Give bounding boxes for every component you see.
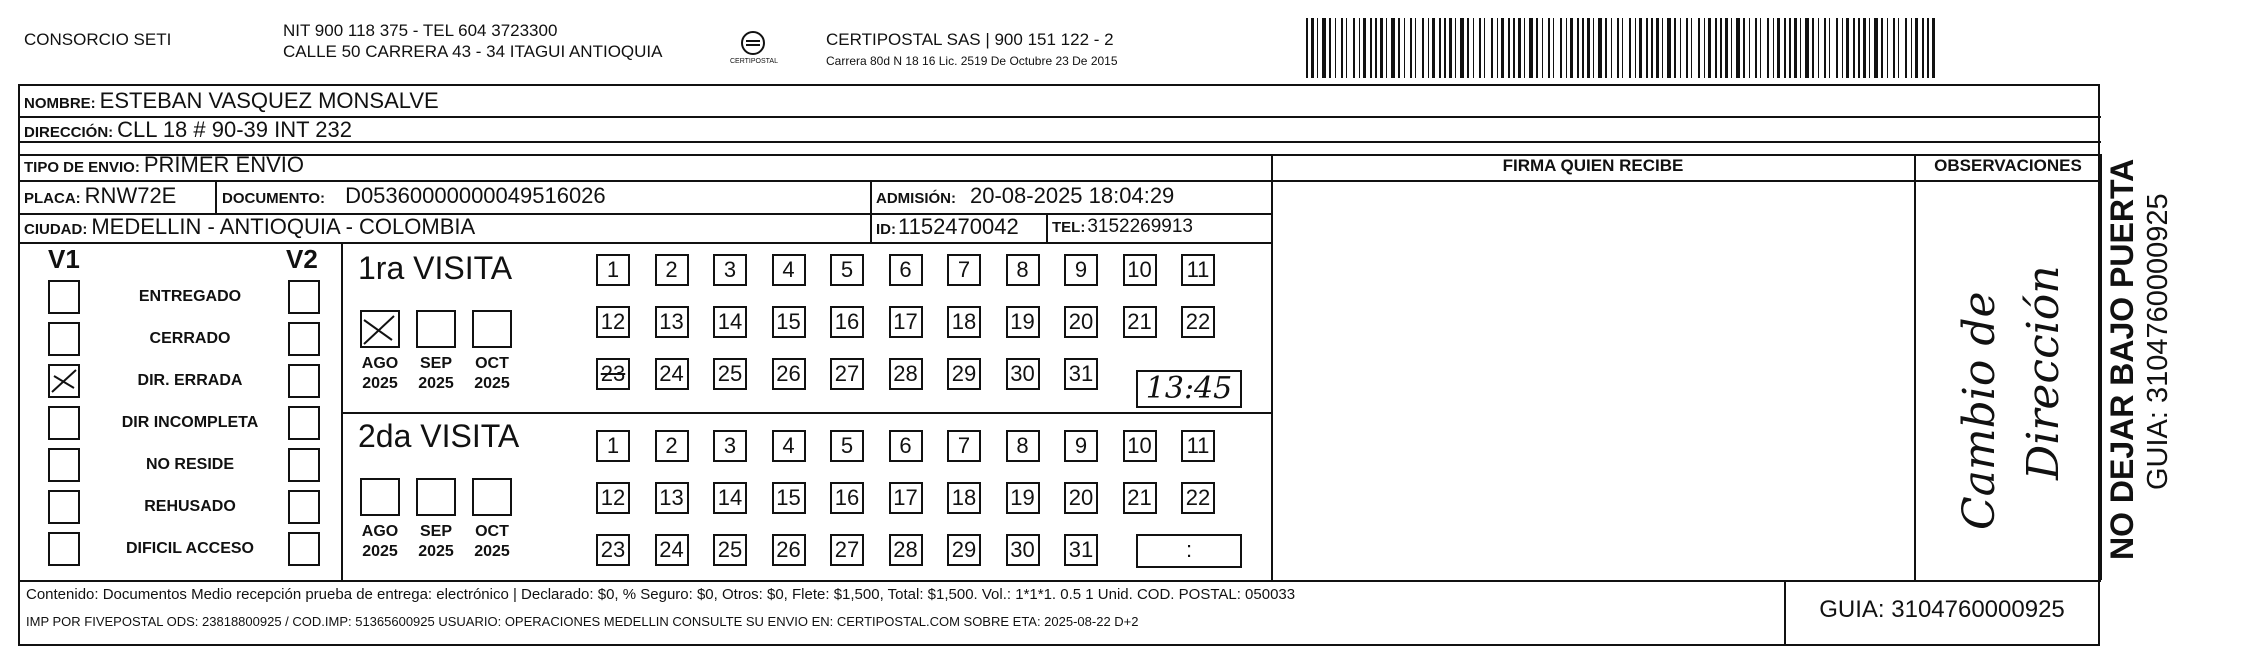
day-box[interactable]: 22: [1181, 306, 1215, 338]
month-checkbox[interactable]: [360, 478, 400, 516]
barcode-bar: [1898, 18, 1899, 78]
month-label: [352, 354, 408, 394]
barcode-bar: [1473, 18, 1474, 78]
barcode-bar: [1329, 18, 1331, 78]
barcode-bar: [1548, 18, 1550, 78]
month-label: [464, 522, 520, 562]
certipostal-logo: [730, 28, 776, 68]
barcode-bar: [1656, 18, 1659, 78]
id-label: ID:: [876, 221, 896, 238]
barcode-bar: [1836, 18, 1838, 78]
day-box[interactable]: 25: [713, 358, 747, 390]
barcode-bar: [1375, 18, 1377, 78]
barcode-bar: [1635, 18, 1636, 78]
v2-checkbox[interactable]: [288, 490, 320, 524]
tipo-value: PRIMER ENVIO: [143, 152, 304, 177]
barcode: [1306, 18, 1940, 78]
observation-note-2: Dirección: [2018, 265, 2069, 480]
barcode-bar: [1858, 18, 1860, 78]
barcode-bar: [1359, 18, 1360, 78]
ciudad-label: CIUDAD:: [24, 221, 88, 238]
barcode-bar: [1905, 18, 1907, 78]
documento-value: D05360000000049516026: [345, 183, 606, 208]
v2-label: V2: [286, 244, 318, 274]
day-box[interactable]: 6: [889, 254, 923, 286]
day-box[interactable]: 12: [596, 482, 630, 514]
day-box[interactable]: 2: [655, 254, 689, 286]
barcode-bar: [1582, 18, 1584, 78]
second-visit-heading: 2da VISITA: [358, 418, 520, 454]
barcode-bar: [1736, 18, 1740, 78]
check-mark-icon: [362, 312, 398, 346]
barcode-bar: [1341, 18, 1343, 78]
barcode-bar: [1662, 18, 1663, 78]
barcode-bar: [1708, 18, 1711, 78]
month-name: AGO: [361, 523, 399, 540]
barcode-bar: [1773, 18, 1774, 78]
barcode-bar: [1587, 18, 1590, 78]
divider: [341, 242, 343, 580]
barcode-bar: [1518, 18, 1521, 78]
id-value: 1152470042: [898, 214, 1019, 239]
barcode-bar: [1311, 18, 1314, 78]
barcode-bar: [1715, 18, 1717, 78]
barcode-bar: [1639, 18, 1642, 78]
tipo-row: [24, 152, 304, 178]
month-label: [464, 354, 520, 394]
side-guia: GUIA: 3104760000925: [2142, 193, 2174, 490]
month-checkbox[interactable]: [416, 310, 456, 348]
barcode-bar: [1491, 18, 1493, 78]
divider: [18, 580, 2101, 582]
barcode-bar: [1617, 18, 1619, 78]
barcode-bar: [1922, 18, 1924, 78]
day-box[interactable]: 23: [596, 534, 630, 566]
barcode-bar: [1874, 18, 1878, 78]
barcode-bar: [1501, 18, 1504, 78]
barcode-bar: [1380, 18, 1383, 78]
license-info: Carrera 80d N 18 16 Lic. 2519 De Octubre 23 De 2015: [826, 54, 1118, 68]
barcode-bar: [1529, 18, 1533, 78]
barcode-bar: [1353, 18, 1355, 78]
barcode-bar: [1725, 18, 1728, 78]
barcode-bar: [1932, 18, 1935, 78]
day-box[interactable]: 21: [1123, 482, 1157, 514]
barcode-bar: [1449, 18, 1452, 78]
admision-row: [876, 183, 1174, 209]
barcode-bar: [1577, 18, 1579, 78]
barcode-icon: [1306, 18, 1940, 78]
day-box[interactable]: 27: [830, 358, 864, 390]
barcode-bar: [1560, 18, 1562, 78]
day-box[interactable]: 13: [655, 306, 689, 338]
divider: [18, 242, 1271, 244]
v1-checkbox[interactable]: [48, 364, 80, 398]
barcode-bar: [1800, 18, 1801, 78]
month-name: AGO: [361, 355, 399, 372]
barcode-bar: [1812, 18, 1814, 78]
day-box[interactable]: 9: [1064, 430, 1098, 462]
tipo-label: TIPO DE ENVIO:: [24, 159, 140, 176]
day-box[interactable]: 5: [830, 430, 864, 462]
direccion-label: DIRECCIÓN:: [24, 124, 114, 141]
divider: [1046, 213, 1048, 242]
day-box[interactable]: 7: [947, 430, 981, 462]
barcode-bar: [1391, 18, 1395, 78]
barcode-bar: [1484, 18, 1485, 78]
day-box[interactable]: 16: [830, 306, 864, 338]
barcode-bar: [1553, 18, 1554, 78]
barcode-bar: [1513, 18, 1515, 78]
reason-label: DIFICIL ACCESO: [125, 540, 254, 557]
barcode-bar: [1691, 18, 1692, 78]
day-box[interactable]: 21: [1123, 306, 1157, 338]
barcode-bar: [1439, 18, 1441, 78]
divider: [870, 180, 872, 242]
barcode-bar: [1605, 18, 1607, 78]
barcode-bar: [1927, 18, 1929, 78]
v1-checkbox[interactable]: [48, 532, 80, 566]
month-checkbox[interactable]: [360, 310, 400, 348]
barcode-bar: [1749, 18, 1750, 78]
barcode-bar: [1686, 18, 1688, 78]
footer-guia: GUIA: 3104760000925: [1819, 596, 2065, 623]
month-label: [408, 354, 464, 394]
day-box[interactable]: 19: [1006, 482, 1040, 514]
barcode-bar: [1370, 18, 1372, 78]
day-box[interactable]: 4: [772, 430, 806, 462]
reason-label: CERRADO: [149, 330, 231, 347]
barcode-bar: [1598, 18, 1602, 78]
barcode-bar: [1306, 18, 1308, 78]
barcode-bar: [1415, 18, 1416, 78]
barcode-bar: [1698, 18, 1700, 78]
month-checkbox[interactable]: [472, 310, 512, 348]
v2-checkbox[interactable]: [288, 532, 320, 566]
barcode-bar: [1593, 18, 1594, 78]
day-box[interactable]: 5: [830, 254, 864, 286]
barcode-bar: [1824, 18, 1826, 78]
day-box[interactable]: 28: [889, 358, 923, 390]
day-box[interactable]: 25: [713, 534, 747, 566]
first-visit-heading: 1ra VISITA: [358, 250, 513, 286]
v2-checkbox[interactable]: [288, 322, 320, 356]
reason-label: DIR. ERRADA: [137, 372, 243, 389]
barcode-bar: [1704, 18, 1705, 78]
placa-row: [24, 183, 176, 209]
barcode-bar: [1410, 18, 1412, 78]
barcode-bar: [1805, 18, 1809, 78]
barcode-bar: [1777, 18, 1780, 78]
id-row: [876, 214, 1019, 240]
placa-value: RNW72E: [84, 183, 177, 208]
barcode-bar: [1818, 18, 1819, 78]
day-box[interactable]: 27: [830, 534, 864, 566]
barcode-bar: [1789, 18, 1791, 78]
divider: [2100, 154, 2102, 580]
documento-label: DOCUMENTO:: [222, 190, 326, 207]
day-box[interactable]: 15: [772, 482, 806, 514]
no-dejar-text: NO DEJAR BAJO PUERTA: [2104, 158, 2140, 560]
barcode-bar: [1743, 18, 1745, 78]
barcode-bar: [1398, 18, 1400, 78]
contenido-text: Contenido: Documentos Medio recepción prueba de entrega: electrónico | Declarado: $0, % Seguro: $0, Otros: $0, Flete: $1,500, Total: $1,500. Vol.: 1*1*1. 0.5 1 Unid. COD. POSTAL: 050033: [26, 586, 1296, 603]
barcode-bar: [1317, 18, 1318, 78]
day-box[interactable]: 1: [596, 430, 630, 462]
day-box[interactable]: 30: [1006, 358, 1040, 390]
reason-label: ENTREGADO: [138, 288, 242, 305]
barcode-bar: [1404, 18, 1405, 78]
direccion-value: CLL 18 # 90-39 INT 232: [117, 117, 352, 142]
divider: [1914, 154, 1916, 580]
barcode-bar: [1570, 18, 1573, 78]
second-visit-time[interactable]: :: [1136, 534, 1242, 568]
barcode-bar: [1911, 18, 1912, 78]
v1-checkbox[interactable]: [48, 490, 80, 524]
first-visit-time[interactable]: 13:45: [1136, 370, 1242, 408]
nombre-row: [24, 88, 439, 114]
barcode-bar: [1680, 18, 1681, 78]
barcode-bar: [1755, 18, 1757, 78]
day-box[interactable]: 18: [947, 482, 981, 514]
v2-checkbox[interactable]: [288, 364, 320, 398]
barcode-bar: [1611, 18, 1612, 78]
admision-label: ADMISIÓN:: [876, 190, 956, 207]
day-box[interactable]: 19: [1006, 306, 1040, 338]
nombre-label: NOMBRE:: [24, 95, 96, 112]
barcode-bar: [1508, 18, 1510, 78]
barcode-bar: [1881, 18, 1883, 78]
v1-checkbox[interactable]: [48, 322, 80, 356]
v1-label: V1: [48, 244, 80, 274]
barcode-bar: [1432, 18, 1435, 78]
barcode-bar: [1467, 18, 1469, 78]
day-box[interactable]: 8: [1006, 254, 1040, 286]
barcode-bar: [1622, 18, 1623, 78]
barcode-bar: [1893, 18, 1895, 78]
barcode-bar: [1842, 18, 1843, 78]
barcode-bar: [1646, 18, 1648, 78]
reason-label: NO RESIDE: [145, 456, 234, 473]
day-box[interactable]: 22: [1181, 482, 1215, 514]
day-box[interactable]: 3: [713, 430, 747, 462]
divider: [18, 180, 2101, 182]
barcode-bar: [1322, 18, 1326, 78]
day-box[interactable]: 18: [947, 306, 981, 338]
barcode-bar: [1767, 18, 1769, 78]
barcode-bar: [1335, 18, 1336, 78]
divider: [1271, 154, 1273, 580]
v1-checkbox[interactable]: [48, 280, 80, 314]
day-box[interactable]: 24: [655, 534, 689, 566]
barcode-bar: [1444, 18, 1446, 78]
day-box[interactable]: 4: [772, 254, 806, 286]
barcode-bar: [1887, 18, 1888, 78]
tel-label: TEL:: [1052, 219, 1086, 236]
observation-note-1: Cambio de: [1954, 291, 2005, 530]
reason-label: DIR INCOMPLETA: [121, 414, 259, 431]
barcode-bar: [1460, 18, 1464, 78]
admision-value: 20-08-2025 18:04:29: [970, 183, 1175, 208]
day-box[interactable]: 28: [889, 534, 923, 566]
day-box[interactable]: 20: [1064, 482, 1098, 514]
barcode-bar: [1386, 18, 1387, 78]
company-address: CALLE 50 CARRERA 43 - 34 ITAGUI ANTIOQUIA: [283, 42, 663, 61]
logo-text: CERTIPOSTAL: [730, 58, 778, 65]
barcode-bar: [1422, 18, 1424, 78]
day-box[interactable]: 12: [596, 306, 630, 338]
v1-checkbox[interactable]: [48, 406, 80, 440]
v2-checkbox[interactable]: [288, 280, 320, 314]
barcode-bar: [1760, 18, 1761, 78]
day-box[interactable]: 14: [713, 482, 747, 514]
day-box[interactable]: 6: [889, 430, 923, 462]
barcode-bar: [1542, 18, 1543, 78]
v2-checkbox[interactable]: [288, 448, 320, 482]
day-box[interactable]: 30: [1006, 534, 1040, 566]
day-box[interactable]: 10: [1123, 254, 1157, 286]
day-box[interactable]: 17: [889, 482, 923, 514]
documento-row: [222, 183, 606, 209]
barcode-bar: [1731, 18, 1732, 78]
v2-checkbox[interactable]: [288, 406, 320, 440]
day-box[interactable]: 29: [947, 534, 981, 566]
barcode-bar: [1566, 18, 1567, 78]
day-box[interactable]: 11: [1181, 254, 1215, 286]
day-box[interactable]: 9: [1064, 254, 1098, 286]
barcode-bar: [1674, 18, 1676, 78]
month-year: 2025: [418, 375, 454, 392]
day-box[interactable]: 17: [889, 306, 923, 338]
ciudad-row: [24, 214, 475, 240]
day-box[interactable]: 10: [1123, 430, 1157, 462]
month-name: SEP: [419, 523, 452, 540]
barcode-bar: [1784, 18, 1786, 78]
day-box[interactable]: 23: [596, 358, 630, 390]
barcode-bar: [1428, 18, 1429, 78]
tel-value: 3152269913: [1087, 216, 1193, 237]
month-checkbox[interactable]: [416, 478, 456, 516]
month-year: 2025: [418, 543, 454, 560]
v1-checkbox[interactable]: [48, 448, 80, 482]
day-box[interactable]: 13: [655, 482, 689, 514]
barcode-bar: [1829, 18, 1830, 78]
day-box[interactable]: 26: [772, 358, 806, 390]
barcode-bar: [1846, 18, 1849, 78]
barcode-bar: [1536, 18, 1538, 78]
ciudad-value: MEDELLIN - ANTIOQUIA - COLOMBIA: [91, 214, 476, 239]
barcode-bar: [1479, 18, 1481, 78]
barcode-bar: [1629, 18, 1631, 78]
barcode-bar: [1346, 18, 1347, 78]
barcode-bar: [1794, 18, 1797, 78]
divider: [341, 412, 1271, 414]
certipostal-info: CERTIPOSTAL SAS | 900 151 122 - 2: [826, 30, 1114, 49]
barcode-bar: [1853, 18, 1855, 78]
month-year: 2025: [362, 543, 398, 560]
day-box[interactable]: 15: [772, 306, 806, 338]
month-year: 2025: [362, 375, 398, 392]
barcode-bar: [1915, 18, 1918, 78]
day-box[interactable]: 16: [830, 482, 864, 514]
month-name: OCT: [475, 523, 509, 540]
firma-heading: FIRMA QUIEN RECIBE: [1502, 156, 1684, 175]
day-box[interactable]: 1: [596, 254, 630, 286]
barcode-bar: [1497, 18, 1498, 78]
imp-text: IMP POR FIVEPOSTAL ODS: 23818800925 / COD.IMP: 51365600925 USUARIO: OPERACIONES MEDELLIN CONSULTE SU ENVIO EN: CERTIPOSTAL.COM SOBRE ETA: 2025-08-22 D+2: [26, 614, 1139, 629]
barcode-bar: [1667, 18, 1671, 78]
day-box[interactable]: 31: [1064, 358, 1098, 390]
month-name: OCT: [475, 355, 509, 372]
day-box[interactable]: 24: [655, 358, 689, 390]
month-checkbox[interactable]: [472, 478, 512, 516]
day-box[interactable]: 8: [1006, 430, 1040, 462]
barcode-bar: [1455, 18, 1456, 78]
nombre-value: ESTEBAN VASQUEZ MONSALVE: [99, 88, 439, 113]
company-name: CONSORCIO SETI: [24, 30, 172, 49]
month-label: [408, 522, 464, 562]
month-year: 2025: [474, 543, 510, 560]
nit-tel: NIT 900 118 375 - TEL 604 3723300: [283, 21, 558, 40]
day-box[interactable]: 20: [1064, 306, 1098, 338]
placa-label: PLACA:: [24, 190, 81, 207]
check-mark-icon: [50, 366, 80, 396]
barcode-bar: [1651, 18, 1653, 78]
reason-label: REHUSADO: [144, 498, 236, 515]
day-box[interactable]: 14: [713, 306, 747, 338]
day-box[interactable]: 3: [713, 254, 747, 286]
day-box[interactable]: 11: [1181, 430, 1215, 462]
day-box[interactable]: 31: [1064, 534, 1098, 566]
barcode-bar: [1363, 18, 1366, 78]
barcode-bar: [1863, 18, 1866, 78]
month-label: [352, 522, 408, 562]
day-box[interactable]: 7: [947, 254, 981, 286]
barcode-bar: [1720, 18, 1722, 78]
barcode-bar: [1524, 18, 1525, 78]
day-box[interactable]: 2: [655, 430, 689, 462]
day-box[interactable]: 29: [947, 358, 981, 390]
barcode-bar: [1869, 18, 1870, 78]
observaciones-heading: OBSERVACIONES: [1934, 156, 2082, 175]
direccion-row: [24, 117, 352, 143]
day-box[interactable]: 26: [772, 534, 806, 566]
month-year: 2025: [474, 375, 510, 392]
month-name: SEP: [419, 355, 452, 372]
tel-row: [1052, 216, 1193, 238]
divider: [215, 180, 217, 213]
